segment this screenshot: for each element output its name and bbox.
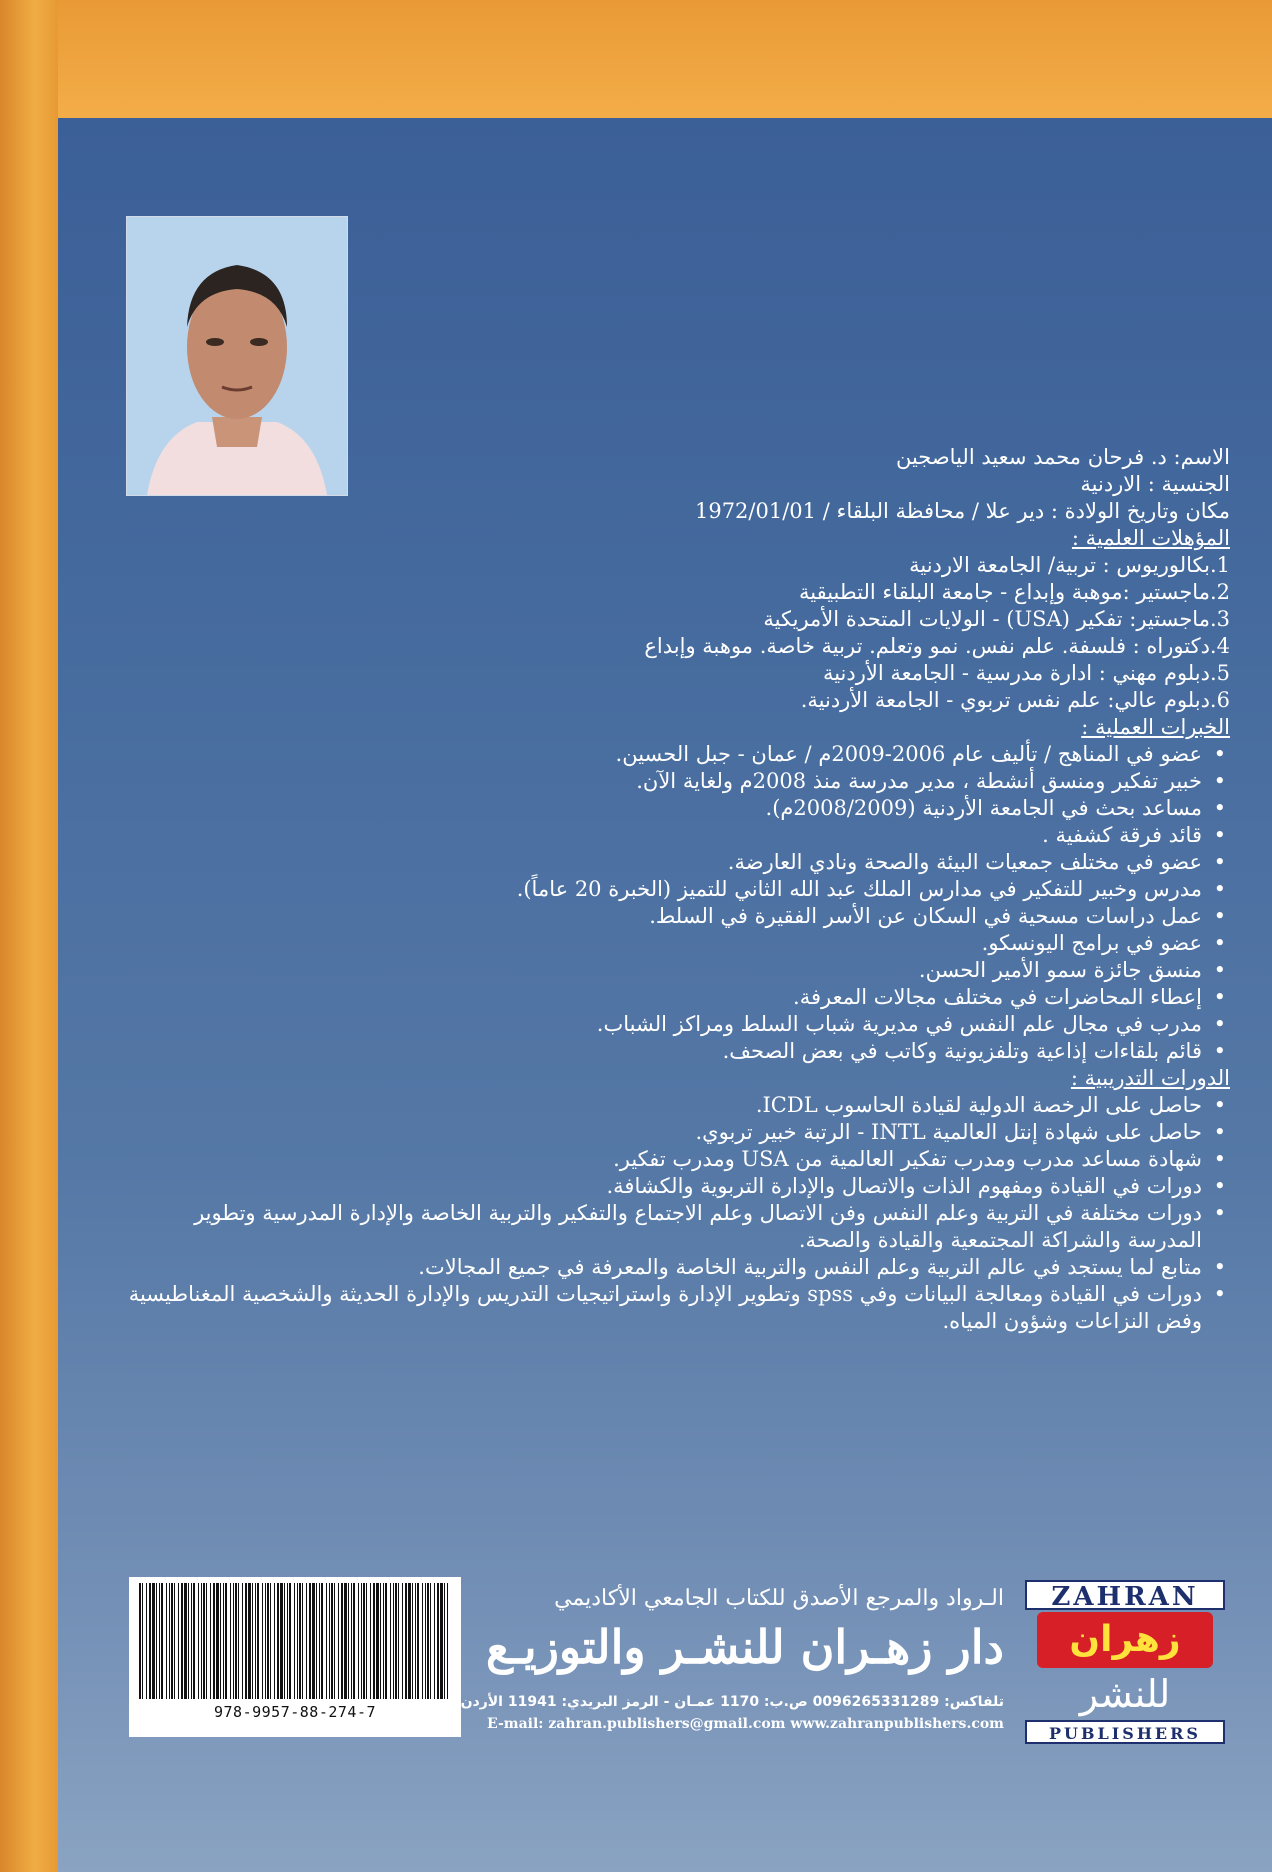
experience-item: • مدرس وخبير للتفكير في مدارس الملك عبد الله الثاني للتميز (الخبرة 20 عاماً). — [120, 876, 1202, 903]
barcode-bar — [376, 1583, 379, 1699]
barcode-bar — [284, 1583, 285, 1699]
barcode-bar — [383, 1583, 384, 1699]
course-item: • دورات في القيادة ومفهوم الذات والاتصال والإدارة التربوية والكشافة. — [120, 1173, 1202, 1200]
course-item: • حاصل على شهادة إنتل العالمية INTL - الرتبة خبير تربوي. — [120, 1119, 1202, 1146]
experience-item: • مساعد بحث في الجامعة الأردنية (2008/2009م). — [120, 795, 1202, 822]
barcode-bar — [361, 1583, 362, 1699]
barcode-bar — [223, 1583, 224, 1699]
barcode-bar — [358, 1583, 359, 1699]
barcode-bar — [366, 1583, 367, 1699]
barcode-bar — [287, 1583, 288, 1699]
barcode-bar — [149, 1583, 151, 1699]
barcode-bar — [184, 1583, 187, 1699]
publisher-contact: تلفاكس: 0096265331289 ص.ب: 1170 عمـان - الرمز البريدي: 11941 الأردن — [460, 1694, 1004, 1710]
barcode-bar — [201, 1583, 202, 1699]
barcode-bar — [351, 1583, 352, 1699]
barcode-bar — [280, 1583, 283, 1699]
experience-item: • عمل دراسات مسحية في السكان عن الأسر الفقيرة في السلط. — [120, 903, 1202, 930]
barcode-bar — [341, 1583, 343, 1699]
barcode-bar — [380, 1583, 381, 1699]
barcode-bar — [331, 1583, 333, 1699]
barcode-bar — [220, 1583, 221, 1699]
course-item: • حاصل على الرخصة الدولية لقيادة الحاسوب ICDL. — [120, 1092, 1202, 1119]
barcode-bar — [277, 1583, 279, 1699]
barcode-bar — [334, 1583, 335, 1699]
barcode-bar — [348, 1583, 349, 1699]
courses-heading: الدورات التدريبية : — [1070, 1066, 1230, 1090]
barcode-bar — [363, 1583, 365, 1699]
barcode-bar — [257, 1583, 259, 1699]
barcode-bar — [297, 1583, 298, 1699]
barcode-bar — [417, 1583, 419, 1699]
barcode-bar — [408, 1583, 411, 1699]
barcode-bar — [235, 1583, 237, 1699]
barcode-bar — [353, 1583, 355, 1699]
barcode-bar — [390, 1583, 391, 1699]
isbn-number: 978-9957-88-274-7 — [213, 1703, 377, 1721]
author-name: الاسم: د. فرحان محمد سعيد الياصجين — [895, 445, 1230, 469]
barcode-bar — [447, 1583, 448, 1699]
author-biography — [120, 444, 1230, 1335]
barcode-bar — [440, 1583, 443, 1699]
barcode-bar — [393, 1583, 394, 1699]
course-item: • متابع لما يستجد في عالم التربية وعلم النفس والتربية الخاصة والمعرفة في جميع المجالات. — [120, 1254, 1202, 1281]
barcode-bar — [294, 1583, 295, 1699]
barcode-bar — [181, 1583, 183, 1699]
barcode-bar — [159, 1583, 160, 1699]
barcode-bar — [329, 1583, 330, 1699]
author-nationality: الجنسية : الاردنية — [1080, 472, 1230, 496]
barcode-bar — [169, 1583, 170, 1699]
barcode-bar — [152, 1583, 155, 1699]
author-birth: مكان وتاريخ الولادة : دير علا / محافظة البلقاء / 1972/01/01 — [694, 499, 1230, 523]
logo-arabic-subtitle: للنشر — [1079, 1672, 1171, 1716]
experience-list — [120, 741, 1230, 1065]
courses-list — [120, 1092, 1230, 1335]
barcode-bar — [344, 1583, 347, 1699]
experience-item: • منسق جائزة سمو الأمير الحسن. — [120, 957, 1202, 984]
qualification-item: 2.ماجستير :موهبة وإبداع - جامعة البلقاء التطبيقية — [799, 580, 1230, 604]
experience-heading: الخبرات العملية : — [1081, 715, 1230, 739]
barcode-bar — [415, 1583, 416, 1699]
barcode-bar — [248, 1583, 251, 1699]
barcode-bar — [210, 1583, 211, 1699]
experience-item: • عضو في برامج اليونسكو. — [120, 930, 1202, 957]
book-spine-edge — [0, 0, 58, 1872]
barcode-bar — [255, 1583, 256, 1699]
cover-top-band — [58, 0, 1272, 118]
barcode-bar — [139, 1583, 141, 1699]
qualifications-heading: المؤهلات العلمية : — [1071, 526, 1230, 550]
barcode-bar — [385, 1583, 387, 1699]
barcode-bar — [437, 1583, 439, 1699]
barcode-bar — [174, 1583, 175, 1699]
barcode-bar — [265, 1583, 266, 1699]
barcode-bar — [274, 1583, 275, 1699]
barcode-bar — [312, 1583, 315, 1699]
barcode-bar — [198, 1583, 199, 1699]
publisher-name: دار زهـران للنشـر والتوزيـع — [485, 1620, 1004, 1674]
barcode-bar — [412, 1583, 413, 1699]
isbn-barcode — [129, 1577, 461, 1737]
logo-arabic-name: زهران — [1037, 1612, 1213, 1668]
barcode-bar — [188, 1583, 189, 1699]
barcode-bar — [146, 1583, 147, 1699]
barcode-bar — [238, 1583, 239, 1699]
barcode-bar — [444, 1583, 445, 1699]
barcode-bar — [193, 1583, 195, 1699]
barcode-bar — [178, 1583, 179, 1699]
barcode-bar — [191, 1583, 192, 1699]
publisher-web: E-mail: zahran.publishers@gmail.com www.zahranpublishers.com — [487, 1716, 1004, 1732]
barcode-bar — [309, 1583, 311, 1699]
barcode-bar — [422, 1583, 423, 1699]
barcode-bar — [430, 1583, 431, 1699]
barcode-bar — [338, 1583, 339, 1699]
barcode-bar — [252, 1583, 253, 1699]
barcode-bar — [302, 1583, 303, 1699]
barcode-bar — [230, 1583, 231, 1699]
experience-item: • قائد فرقة كشفية . — [120, 822, 1202, 849]
barcode-bar — [171, 1583, 173, 1699]
barcode-bar — [242, 1583, 243, 1699]
barcode-bar — [206, 1583, 207, 1699]
barcode-bar — [245, 1583, 247, 1699]
barcode-bar — [425, 1583, 426, 1699]
barcode-bar — [319, 1583, 320, 1699]
barcode-bar — [326, 1583, 327, 1699]
logo-latin-name: ZAHRAN — [1025, 1580, 1225, 1610]
barcode-bar — [405, 1583, 407, 1699]
barcode-bar — [321, 1583, 323, 1699]
barcode-bar — [395, 1583, 397, 1699]
publisher-tagline: الـرواد والمرجع الأصدق للكتاب الجامعي الأكاديمي — [554, 1586, 1004, 1611]
barcode-bar — [225, 1583, 227, 1699]
barcode-bar — [161, 1583, 163, 1699]
qualification-item: 1.بكالوريوس : تربية/ الجامعة الاردنية — [909, 553, 1230, 577]
experience-item: • خبير تفكير ومنسق أنشطة ، مدير مدرسة منذ 2008م ولغاية الآن. — [120, 768, 1202, 795]
experience-item: • إعطاء المحاضرات في مختلف مجالات المعرفة. — [120, 984, 1202, 1011]
qualification-item: 3.ماجستير: تفكير (USA) - الولايات المتحدة الأمريكية — [763, 607, 1230, 631]
barcode-bar — [233, 1583, 234, 1699]
course-item: • شهادة مساعد مدرب ومدرب تفكير العالمية من USA ومدرب تفكير. — [120, 1146, 1202, 1173]
barcode-bar — [270, 1583, 271, 1699]
barcode-bar — [216, 1583, 219, 1699]
experience-item: • قائم بلقاءات إذاعية وتلفزيونية وكاتب في بعض الصحف. — [120, 1038, 1202, 1065]
barcode-bar — [299, 1583, 301, 1699]
qualification-item: 4.دكتوراه : فلسفة. علم نفس. نمو وتعلم. تربية خاصة. موهبة وإبداع — [644, 634, 1230, 658]
barcode-bar — [142, 1583, 143, 1699]
barcode-bar — [370, 1583, 371, 1699]
barcode-bar — [213, 1583, 215, 1699]
experience-item: • عضو في المناهج / تأليف عام 2006-2009م / عمان - جبل الحسين. — [120, 741, 1202, 768]
barcode-bar — [316, 1583, 317, 1699]
experience-item: • مدرب في مجال علم النفس في مديرية شباب السلط ومراكز الشباب. — [120, 1011, 1202, 1038]
barcode-bar — [373, 1583, 375, 1699]
barcode-bar — [166, 1583, 167, 1699]
barcode-bar — [267, 1583, 269, 1699]
experience-item: • عضو في مختلف جمعيات البيئة والصحة ونادي العارضة. — [120, 849, 1202, 876]
barcode-bar — [398, 1583, 399, 1699]
barcode-bar — [427, 1583, 429, 1699]
barcode-bar — [203, 1583, 205, 1699]
barcode-bar — [306, 1583, 307, 1699]
barcode-bar — [262, 1583, 263, 1699]
barcode-bar — [402, 1583, 403, 1699]
qualification-item: 5.دبلوم مهني : ادارة مدرسية - الجامعة الأردنية — [822, 661, 1230, 685]
qualification-item: 6.دبلوم عالي: علم نفس تربوي - الجامعة الأردنية. — [800, 688, 1230, 712]
barcode-bar — [289, 1583, 291, 1699]
barcode-bar — [156, 1583, 157, 1699]
course-item: • دورات مختلفة في التربية وعلم النفس وفن الاتصال وعلم الاجتماع والتفكير والتربية الخاصة والإدارة المدرسية وتطوير المدرسة والشراكة المجتمعية والقيادة والصحة. — [120, 1200, 1202, 1254]
logo-publishers-label: PUBLISHERS — [1025, 1720, 1225, 1744]
course-item: • دورات في القيادة ومعالجة البيانات وفي spss وتطوير الإدارة واستراتيجيات التدريس والإدارة الحديثة والشخصية المغناطيسية وفض النزاعات وشؤون المياه. — [120, 1281, 1202, 1335]
barcode-bar — [434, 1583, 435, 1699]
barcode-bars — [137, 1583, 453, 1699]
